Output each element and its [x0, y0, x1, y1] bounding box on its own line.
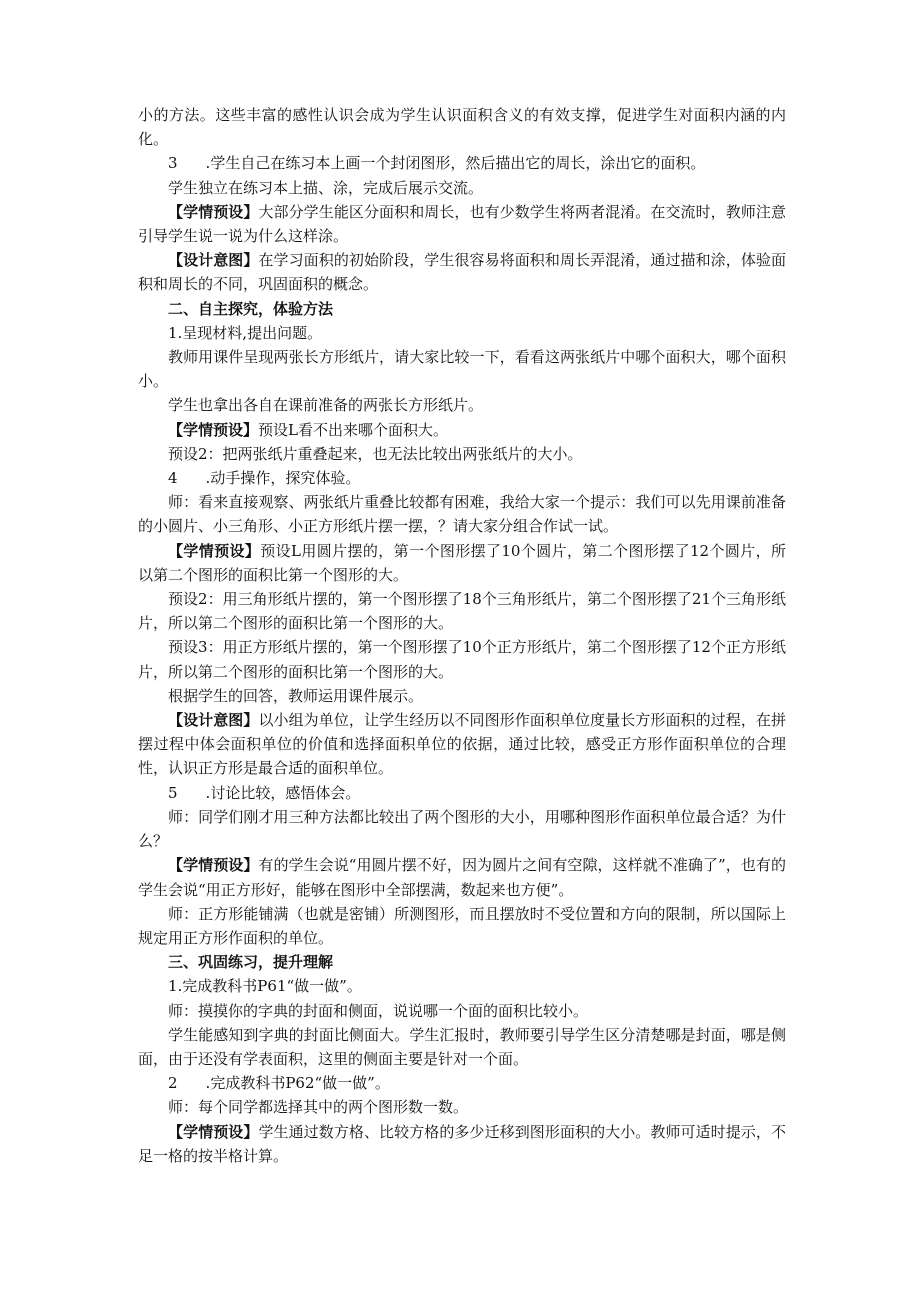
numbered-paragraph	[138, 466, 786, 490]
paragraph-text: 预设L看不出来哪个面积大。	[258, 420, 448, 439]
tagged-paragraph	[138, 418, 786, 442]
paragraph-text: .动手操作，探究体验。	[205, 469, 361, 488]
paragraph: 教师用课件呈现两张长方形纸片，请大家比较一下，看看这两张纸片中哪个面积大，哪个面积小。	[138, 348, 786, 391]
paragraph: 根据学生的回答，教师运用课件展示。	[168, 686, 424, 705]
item-number: 2	[168, 1074, 178, 1093]
paragraph: 预设2：用三角形纸片摆的，第一个图形摆了18个三角形纸片，第二个图形摆了21个三角形纸片，所以第二个图形的面积比第一个图形的大。	[138, 590, 786, 633]
paragraph: 学生独立在练习本上描、涂，完成后展示交流。	[168, 178, 484, 197]
paragraph: 师：每个同学都选择其中的两个图形数一数。	[168, 1098, 469, 1117]
tagged-paragraph	[138, 853, 786, 901]
paragraph-text: 有的学生会说“用圆片摆不好，因为圆片之间有空隙，这样就不准确了”，也有的学生会说“用正方形好，能够在图形中全部摆满，数起来也方便”。	[138, 856, 786, 899]
paragraph: 1.呈现材料,提出问题。	[168, 323, 323, 342]
item-number: 4	[168, 469, 178, 488]
paragraph: 师：正方形能铺满（也就是密铺）所测图形，而且摆放时不受位置和方向的限制，所以国际上规定用正方形作面积的单位。	[138, 904, 786, 947]
paragraph-text: .完成教科书P62“做一做”。	[205, 1074, 390, 1093]
tag-label: 【学情预设】	[168, 856, 259, 875]
paragraph-text: .学生自己在练习本上画一个封闭图形，然后描出它的周长，涂出它的面积。	[205, 154, 706, 173]
section-heading: 二、自主探究，体验方法	[168, 299, 334, 318]
numbered-paragraph	[138, 1071, 786, 1095]
tag-label: 【学情预设】	[168, 202, 259, 221]
tag-label: 【学情预设】	[168, 1122, 259, 1141]
section-heading: 三、巩固练习，提升理解	[168, 953, 334, 972]
paragraph-text: .讨论比较，感悟体会。	[205, 783, 361, 802]
tag-label: 【学情预设】	[168, 420, 259, 439]
paragraph: 预设2：把两张纸片重叠起来，也无法比较出两张纸片的大小。	[168, 444, 583, 463]
paragraph: 师：同学们刚才用三种方法都比较出了两个图形的大小，用哪种图形作面积单位最合适？为什么？	[138, 807, 786, 851]
paragraph-text: 以小组为单位，让学生经历以不同图形作面积单位度量长方形面积的过程，在拼摆过程中体会面积单位的价值和选择面积单位的依据，通过比较，感受正方形作面积单位的合理性，认识正方形是最合适的面积单位。	[138, 711, 786, 778]
paragraph: 预设3：用正方形纸片摆的，第一个图形摆了10个正方形纸片，第二个图形摆了12个正方形纸片，所以第二个图形的面积比第一个图形的大。	[138, 638, 786, 681]
paragraph: 学生能感知到字典的封面比侧面大。学生汇报时，教师要引导学生区分清楚哪是封面，哪是侧面，由于还没有学表面积，这里的侧面主要是针对一个面。	[138, 1025, 786, 1068]
paragraph: 1.完成教科书P61“做一做”。	[168, 977, 362, 996]
item-number: 3	[168, 154, 178, 173]
paragraph: 师：摸摸你的字典的封面和侧面，说说哪一个面的面积比较小。	[168, 1001, 589, 1020]
item-number: 5	[168, 783, 178, 802]
paragraph-text: 在学习面积的初始阶段，学生很容易将面积和周长弄混淆，通过描和涂，体验面积和周长的不同，巩固面积的概念。	[138, 251, 786, 294]
numbered-paragraph	[138, 781, 786, 805]
paragraph-text: 学生通过数方格、比较方格的多少迁移到图形面积的大小。教师可适时提示，不足一格的按半格计算。	[138, 1122, 786, 1165]
tagged-paragraph	[138, 248, 786, 296]
paragraph: 学生也拿出各自在课前准备的两张长方形纸片。	[168, 396, 484, 415]
paragraph-text: 预设L用圆片摆的，第一个图形摆了10个圆片，第二个图形摆了12个圆片，所以第二个图形的面积比第一个图形的大。	[138, 541, 786, 584]
paragraph: 师：看来直接观察、两张纸片重叠比较都有困难，我给大家一个提示：我们可以先用课前准备的小圆片、小三角形、小正方形纸片摆一摆，？请大家分组合作试一试。	[138, 493, 786, 536]
paragraph: 小的方法。这些丰富的感性认识会成为学生认识面积含义的有效支撑，促进学生对面积内涵的内化。	[138, 106, 786, 149]
paragraph-text: 大部分学生能区分面积和周长，也有少数学生将两者混淆。在交流时，教师注意引导学生说一说为什么这样涂。	[138, 202, 786, 246]
tag-label: 【设计意图】	[168, 711, 259, 730]
tag-label: 【设计意图】	[168, 251, 259, 270]
tagged-paragraph	[138, 1120, 786, 1168]
tagged-paragraph	[138, 539, 786, 587]
document-body	[138, 103, 786, 1168]
tagged-paragraph	[138, 200, 786, 248]
tag-label: 【学情预设】	[168, 541, 261, 560]
tagged-paragraph	[138, 708, 786, 781]
numbered-paragraph	[138, 151, 786, 175]
